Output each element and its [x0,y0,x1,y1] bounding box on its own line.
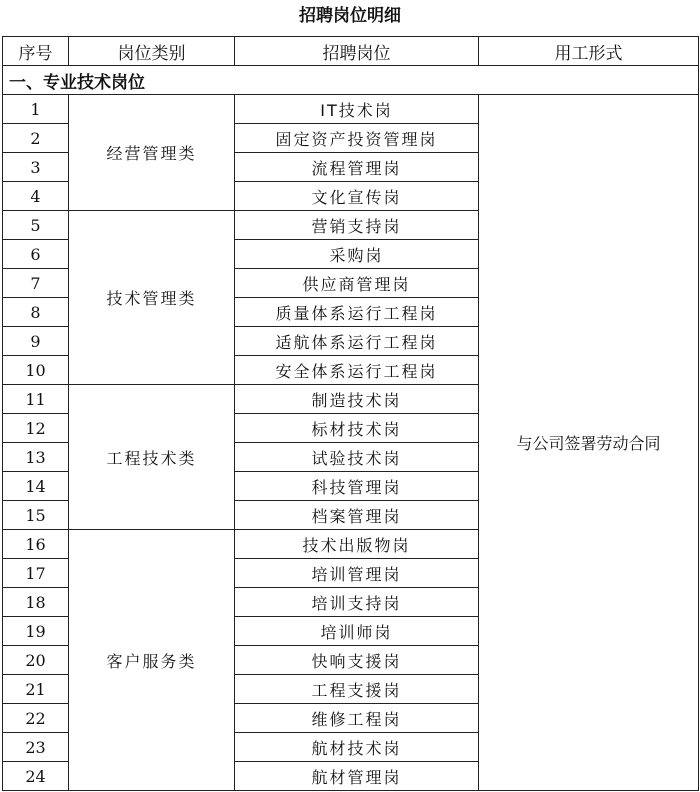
section-row [3,66,699,95]
serial-number-cell: 22 [3,704,69,733]
recruitment-post-cell: 采购岗 [235,240,479,269]
table-header-row [3,37,699,66]
serial-number-cell: 5 [3,211,69,240]
employment-type-cell: 与公司签署劳动合同 [479,95,699,791]
serial-number-cell: 12 [3,414,69,443]
serial-number-cell: 18 [3,588,69,617]
table-body [3,66,699,791]
recruitment-post-cell: 供应商管理岗 [235,269,479,298]
recruitment-post-cell: 质量体系运行工程岗 [235,298,479,327]
header-serial-number: 序号 [3,37,69,66]
serial-number-cell: 9 [3,327,69,356]
serial-number-cell: 10 [3,356,69,385]
serial-number-cell: 8 [3,298,69,327]
recruitment-post-cell: 培训支持岗 [235,588,479,617]
recruitment-post-cell: IT技术岗 [235,95,479,124]
recruitment-post-cell: 固定资产投资管理岗 [235,124,479,153]
serial-number-cell: 17 [3,559,69,588]
recruitment-post-cell: 航材管理岗 [235,762,479,791]
recruitment-post-cell: 档案管理岗 [235,501,479,530]
document-title: 招聘岗位明细 [299,6,401,26]
recruitment-post-cell: 培训管理岗 [235,559,479,588]
recruitment-post-cell: 安全体系运行工程岗 [235,356,479,385]
header-employment-type: 用工形式 [479,37,699,66]
post-category-cell: 技术管理类 [69,211,235,385]
serial-number-cell: 3 [3,153,69,182]
serial-number-cell: 21 [3,675,69,704]
serial-number-cell: 2 [3,124,69,153]
recruitment-post-cell: 工程支援岗 [235,675,479,704]
serial-number-cell: 4 [3,182,69,211]
serial-number-cell: 16 [3,530,69,559]
recruitment-post-cell: 航材技术岗 [235,733,479,762]
post-category-cell: 工程技术类 [69,385,235,530]
recruitment-post-cell: 流程管理岗 [235,153,479,182]
serial-number-cell: 7 [3,269,69,298]
serial-number-cell: 15 [3,501,69,530]
post-category-cell: 客户服务类 [69,530,235,791]
recruitment-post-cell: 培训师岗 [235,617,479,646]
recruitment-post-cell: 科技管理岗 [235,472,479,501]
recruitment-post-cell: 制造技术岗 [235,385,479,414]
header-post-category: 岗位类别 [69,37,235,66]
recruitment-post-cell: 适航体系运行工程岗 [235,327,479,356]
recruitment-post-cell: 维修工程岗 [235,704,479,733]
serial-number-cell: 23 [3,733,69,762]
post-category-cell: 经营管理类 [69,95,235,211]
serial-number-cell: 19 [3,617,69,646]
serial-number-cell: 6 [3,240,69,269]
header-recruitment-post: 招聘岗位 [235,37,479,66]
recruitment-post-cell: 快响支援岗 [235,646,479,675]
serial-number-cell: 20 [3,646,69,675]
section-title: 一、专业技术岗位 [3,66,699,95]
serial-number-cell: 14 [3,472,69,501]
serial-number-cell: 24 [3,762,69,791]
recruitment-post-cell: 营销支持岗 [235,211,479,240]
recruitment-table [2,36,699,791]
recruitment-post-cell: 文化宣传岗 [235,182,479,211]
serial-number-cell: 13 [3,443,69,472]
recruitment-post-cell: 试验技术岗 [235,443,479,472]
serial-number-cell: 1 [3,95,69,124]
serial-number-cell: 11 [3,385,69,414]
recruitment-post-cell: 技术出版物岗 [235,530,479,559]
table-row [3,95,699,124]
recruitment-post-cell: 标材技术岗 [235,414,479,443]
